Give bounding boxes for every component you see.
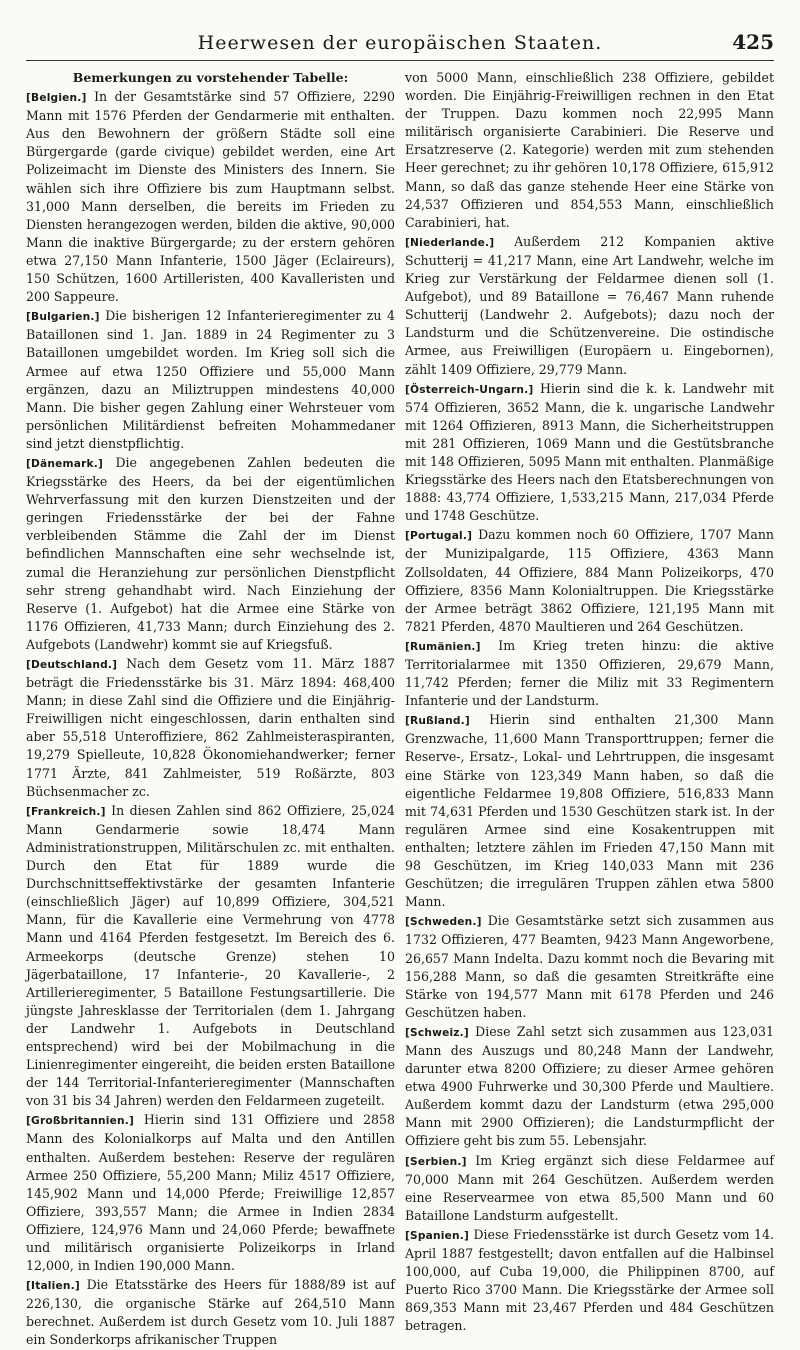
entry-text: Die Gesamtstärke setzt sich zusammen aus 1732 Offizieren, 477 Beamten, 9423 Mann Angeworbene, 26,657 Mann Indelta. Dazu kommt noch die Bevaring mit 156,288 Mann, so daß die gesamten Streitkräfte eine Stärke von 194,577 Mann mit 6178 Pferden und 246 Geschützen haben. (405, 913, 774, 1020)
section-heading: Bemerkungen zu vorstehender Tabelle: (72, 70, 349, 85)
country-tag: [ Belgien. ] (26, 92, 87, 104)
entry-text: Hierin sind die k. k. Landwehr mit 574 Offizieren, 3652 Mann, die k. ungarische Landwehr mit 1264 Offizieren, 8913 Mann, die Sicherheitstruppen mit 281 Offizieren, 1069 Mann und die Gestütsbranche mit 148 Offizieren, 5095 Mann mit enthalten. Planmäßige Kriegsstärke des Heers nach den Etatsberechnungen von 1888: 43,774 Offiziere, 1,533,215 Mann, 217,034 Pferde und 1748 Geschütze. (405, 380, 774, 524)
country-entry (26, 307, 395, 453)
country-entry (26, 454, 395, 654)
page-number: 425 (732, 30, 774, 54)
entry-text: Im Krieg ergänzt sich diese Feldarmee auf 70,000 Mann mit 264 Geschützen. Außerdem werden eine Reservearmee von etwa 85,500 Mann und 60 Bataillone Landsturm aufgestellt. (405, 1152, 774, 1223)
country-entry (405, 637, 774, 710)
country-tag: [ Bulgarien. ] (26, 311, 100, 323)
country-tag: [ Rumänien. ] (405, 641, 481, 653)
country-tag: [ Österreich-Ungarn. ] (405, 384, 533, 396)
country-entry (405, 1023, 774, 1151)
country-entry (405, 380, 774, 526)
country-tag: [ Portugal. ] (405, 530, 472, 542)
country-entry (405, 1226, 774, 1336)
country-tag: [ Frankreich. ] (26, 806, 106, 818)
country-entry (26, 1111, 395, 1275)
country-entry (405, 526, 774, 636)
country-entry (405, 1152, 774, 1225)
entry-text: Diese Zahl setzt sich zusammen aus 123,031 Mann des Auszugs und 80,248 Mann der Landwehr, darunter etwa 8200 Offiziere; zu dieser Armee gehören etwa 4900 Fuhrwerke und 30,300 Pferde und Maultiere. Außerdem kommt dazu der Landsturm (etwa 295,000 Mann mit 2900 Offizieren); die Landsturmpflicht der Offiziere geht bis zum 55. Lebensjahr. (405, 1023, 774, 1149)
country-entry (26, 1276, 395, 1349)
page-header (26, 26, 774, 61)
country-entry (405, 711, 774, 911)
country-entry (26, 88, 395, 306)
entry-text: Diese Friedensstärke ist durch Gesetz vom 14. April 1887 festgestellt; davon entfallen auf die Halbinsel 100,000, auf Cuba 19,000, die Philippinen 8700, auf Puerto Rico 3700 Mann. Die Kriegsstärke der Armee soll 869,353 Mann mit 23,467 Pferden und 484 Geschützen betragen. (405, 1226, 774, 1334)
country-tag: [ Serbien. ] (405, 1156, 467, 1168)
entry-text: Außerdem 212 Kompanien aktive Schutterij = 41,217 Mann, eine Art Landwehr, welche im Krieg zur Verstärkung der Feldarmee dienen soll (1. Aufgebot), und 89 Bataillone = 76,467 Mann ruhende Schutterij (Landwehr 2. Aufgebots); dazu noch der Landsturm und die Schützenvereine. Die ostindische Armee, aus Freiwilligen (Europäern u. Eingebornen), zählt 1409 Offiziere, 29,779 Mann. (405, 233, 774, 377)
country-entry (26, 655, 395, 801)
country-tag: [ Deutschland. ] (26, 659, 117, 671)
country-tag: [ Schweden. ] (405, 916, 482, 928)
country-entry (26, 802, 395, 1111)
entry-text: Die angegebenen Zahlen bedeuten die Kriegsstärke des Heers, da bei der eigentümlichen Wehrverfassung mit den kurzen Dienstzeiten und der geringen Friedensstärke der bei der Fahne verbleibenden Stämme die Zahl der im Dienst befindlichen Mannschaften eine sehr wechselnde ist, zumal die Heranziehung zur persönlichen Dienstpflicht sehr streng gehandhabt wird. Nach Einziehung der Reserve (1. Aufgebot) hat die Armee eine Stärke von 1176 Offizieren, 41,733 Mann; durch Einziehung des 2. Aufgebots (Landwehr) kommt sie auf Kriegsfuß. (26, 454, 396, 652)
country-tag: [ Rußland. ] (405, 715, 470, 727)
country-tag: [ Dänemark. ] (26, 458, 103, 470)
country-tag: [ Niederlande. ] (405, 237, 494, 249)
country-tag: [ Spanien. ] (405, 1230, 469, 1242)
entry-text: In diesen Zahlen sind 862 Offiziere, 25,024 Mann Gendarmerie sowie 18,474 Mann Administrationstruppen, Militärschulen zc. mit enthalten. Durch den Etat für 1889 wurde die Durchschnittseffektivstärke der gesamten Infanterie (einschließlich Jäger) auf 10,899 Offiziere, 304,521 Mann, für die Kavallerie eine Vermehrung von 4778 Mann und 4164 Pferden festgesetzt. Im Bereich des 6. Armeekorps (deutsche Grenze) stehen 10 Jägerbataillone, 17 Infanterie-, 20 Kavallerie-, 2 Artillerieregimenter, 5 Bataillone Festungsartillerie. Die jüngste Jahresklasse der Territorialen (dem 1. Jahrgang der Landwehr 1. Aufgebots in Deutschland entsprechend) wird bei der Mobilmachung in die Linienregimenter eingereiht, die beiden ersten Bataillone der 144 Territorial-Infanterieregimenter (Mannschaften von 31 bis 34 Jahren) werden den Feldarmeen zugeteilt. (26, 802, 395, 1109)
country-tag: [ Italien. ] (26, 1280, 80, 1292)
country-entry (405, 233, 774, 379)
country-tag: [ Schweiz. ] (405, 1027, 469, 1039)
country-entry (405, 912, 774, 1022)
left-column (26, 69, 395, 1350)
entry-text: Hierin sind enthalten 21,300 Mann Grenzwache, 11,600 Mann Transporttruppen; ferner die Reserve-, Ersatz-, Lokal- und Lehrtruppen, die insgesamt eine Stärke von 123,349 Mann haben, so daß die eigentliche Feldarmee 19,808 Offiziere, 516,833 Mann mit 74,631 Pferden und 1530 Geschützen stark ist. In der regulären Armee sind eine Kosakentruppen mit enthalten; letztere zählen im Frieden 47,150 Mann mit 98 Geschützen, im Krieg 140,033 Mann mit 236 Geschützen; die irregulären Truppen zählen etwa 5800 Mann. (405, 712, 774, 910)
entry-text: Hierin sind 131 Offiziere und 2858 Mann des Kolonialkorps auf Malta und den Antillen enthalten. Außerdem bestehen: Reserve der regulären Armee 250 Offiziere, 55,200 Mann; Miliz 4517 Offiziere, 145,902 Mann und 14,000 Pferde; Freiwillige 12,857 Offiziere, 393,557 Mann; die Armee in Indien 2834 Offiziere, 124,976 Mann und 24,060 Pferde; bewaffnete und militärisch organisierte Polizeikorps in Irland 12,000, in Indien 190,000 Mann. (26, 1112, 396, 1274)
entry-text: In der Gesamtstärke sind 57 Offiziere, 2290 Mann mit 1576 Pferden der Gendarmerie mit enthalten. Aus den Bewohnern der größern Städte soll eine Bürgergarde (garde civique) gebildet werden, eine Art Polizeimacht im Dienste des Ministers des Innern. Sie wählen sich ihre Offiziere bis zum Hauptmann selbst. 31,000 Mann derselben, die bereits im Frieden zu Diensten herangezogen werden, bilden die aktive, 90,000 Mann die inaktive Bürgergarde; zu der erstern gehören etwa 27,150 Mann Infanterie, 1500 Jäger (Eclaireurs), 150 Schützen, 1600 Artilleristen, 400 Kavalleristen und 200 Sappeure. (26, 89, 395, 305)
running-title: Heerwesen der europäischen Staaten. (197, 32, 603, 54)
entry-text: Nach dem Gesetz vom 11. März 1887 beträgt die Friedensstärke bis 31. März 1894: 468,400 Mann; in diese Zahl sind die Offiziere und die Einjährig-Freiwilligen nicht eingeschlossen, darin enthalten sind aber 55,518 Unteroffiziere, 862 Zahlmeisteraspiranten, 19,279 Spielleute, 10,828 Ökonomiehandwerker; ferner 1771 Ärzte, 841 Zahlmeister, 519 Roßärzte, 803 Büchsenmacher zc. (26, 656, 395, 799)
entry-text: Dazu kommen noch 60 Offiziere, 1707 Mann der Munizipalgarde, 115 Offiziere, 4363 Mann Zollsoldaten, 44 Offiziere, 884 Mann Polizeikorps, 470 Offiziere, 8356 Mann Kolonialtruppen. Die Kriegsstärke der Armee beträgt 3862 Offiziere, 121,195 Mann mit 7821 Pferden, 4870 Maultieren und 264 Geschützen. (405, 527, 774, 634)
right-column (405, 69, 774, 1350)
entry-text: Im Krieg treten hinzu: die aktive Territorialarmee mit 1350 Offizieren, 29,679 Mann, 11,742 Pferden; ferner die Miliz mit 33 Regimentern Infanterie und der Landsturm. (405, 637, 774, 709)
country-tag: [ Großbritannien. ] (26, 1115, 134, 1127)
entry-text: Die bisherigen 12 Infanterieregimenter zu 4 Bataillonen sind 1. Jan. 1889 in 24 Regimenter zu 3 Bataillonen umgebildet worden. Im Krieg soll sich die Armee auf etwa 1250 Offiziere und 55,000 Mann ergänzen, dazu an Miliztruppen mindestens 40,000 Mann. Die bisher gegen Zahlung einer Wehrsteuer vom persönlichen Militärdienst befreiten Mohammedaner sind jetzt dienstpflichtig. (26, 308, 395, 451)
text-columns (26, 69, 774, 1350)
continuation-paragraph: von 5000 Mann, einschließlich 238 Offiziere, gebildet worden. Die Einjährig-Freiwilligen rechnen in den Etat der Truppen. Dazu kommen noch 22,995 Mann militärisch organisierte Carabinieri. Die Reserve und Ersatzreserve (2. Kategorie) werden mit zum stehenden Heer gerechnet; zu ihr gehören 10,178 Offiziere, 615,912 Mann, so daß das ganze stehende Heer eine Stärke von 24,537 Offizieren und 854,553 Mann, einschließlich Carabinieri, hat. (405, 70, 774, 230)
entry-text: Die Etatsstärke des Heers für 1888/89 ist auf 226,130, die organische Stärke auf 264,510 Mann berechnet. Außerdem ist durch Gesetz vom 10. Juli 1887 ein Sonderkorps afrikanischer Truppen (26, 1277, 395, 1348)
